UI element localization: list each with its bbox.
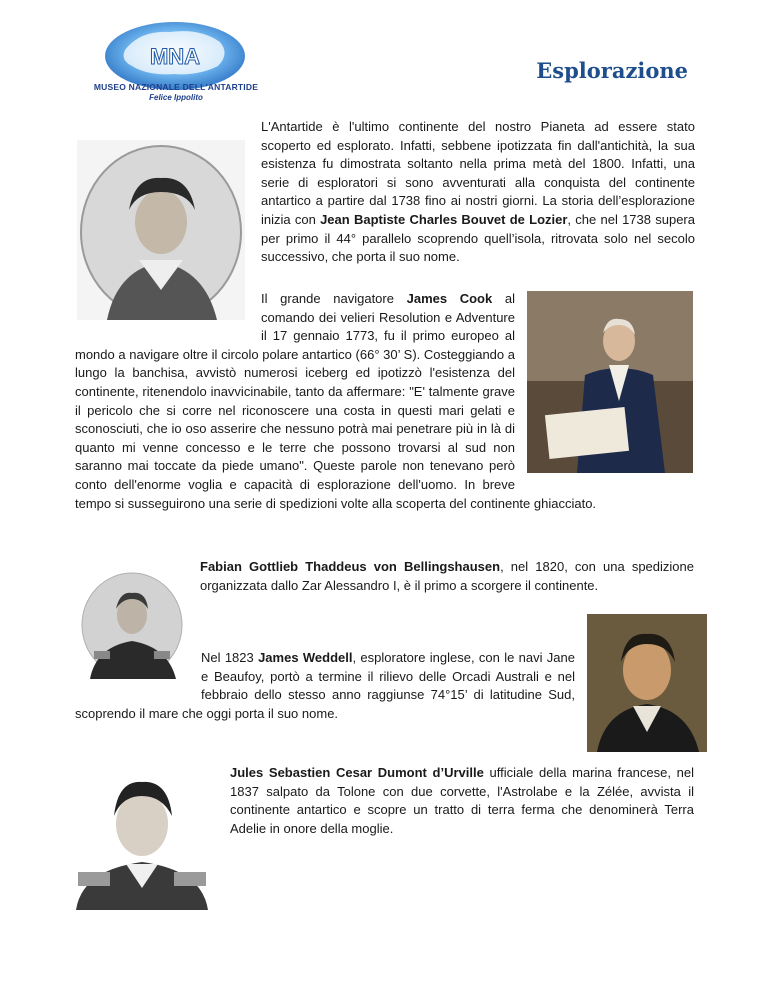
float-spacer <box>75 290 261 344</box>
name-bellingshausen: Fabian Gottlieb Thaddeus von Bellingshausen <box>200 559 501 574</box>
name-cook: James Cook <box>406 291 493 306</box>
portrait-dumont-durville <box>72 766 212 910</box>
float-spacer <box>515 290 695 490</box>
name-weddell: James Weddell <box>258 650 353 665</box>
museum-logo <box>70 20 280 104</box>
paragraph-weddell: Nel 1823 James Weddell, esploratore inglese, con le navi Jane e Beaufoy, portò a termine il rilievo delle Orcadi Australi e nel febbraio dello stesso anno raggiunse 74°15’ di latitudine Sud, scoprendo il mare che oggi porta il suo nome. <box>75 650 575 721</box>
float-spacer <box>75 137 261 303</box>
portrait-weddell <box>587 614 707 752</box>
paragraph-dumont-durville: Jules Sebastien Cesar Dumont d’Urville ufficiale della marina francese, nel 1837 salpato da Tolone con due corvette, l'Astrolabe e la Zélée, avvista il continente antartico e scopre un tratto di terra ferma che denominerà Terra Adelie in onore della moglie. <box>230 765 694 836</box>
paragraph-cook: Il grande navigatore James Cook al comando dei velieri Resolution e Adventure il 17 gennaio 1773, fu il primo europeo al mondo a navigare oltre il circolo polare antartico (66° 30’ S). Costeggiando a lungo la banchisa, avvistò numerosi iceberg ed ipotizzò l'esistenza del continente, ritenendolo inavvicinabile, tanto da affermare: "E' talmente grave il pericolo che si corre nel riconoscere una costa in questi mari gelati e sconosciuti, che io oso asserire che nessuno potrà mai penetrare più in là di quanto mi venne concesso e le terre che possono trovarsi al sud non saranno mai toccate da piede umano". Queste parole non tenevano però conto dell'enorme voglia e capacità di esplorazione dell'uomo. In breve tempo si susseguirono una serie di spedizioni volte alla scoperta del continente ghiacciato. <box>75 290 695 513</box>
page-title: Esplorazione <box>536 58 688 83</box>
float-spacer <box>75 649 201 704</box>
svg-text:MNA: MNA <box>149 44 201 69</box>
logo-caption: MUSEO NAZIONALE DELL'ANTARTIDE <box>93 82 259 92</box>
logo-subcaption: Felice Ippolito <box>149 93 203 102</box>
paragraph-bouvet: L'Antartide è l'ultimo continente del nostro Pianeta ad essere stato scoperto ed esplorato. Infatti, sebbene ipotizzata fin dall'antichità, la sua esistenza fu dimostrata soltanto nella prima metà del 1800. Infatti, una serie di esploratori si sono avventurati alla conquista del continente antartico a partire dal 1738 fino ai nostri giorni. La storia dell’esplorazione inizia con Jean Baptiste Charles Bouvet de Lozier, che nel 1738 supera per primo il 44° parallelo scoprendo quell’isola, ritrovata solo nel secolo successivo, che porta il suo nome. <box>75 118 695 303</box>
name-dumont-durville: Jules Sebastien Cesar Dumont d’Urville <box>230 765 484 780</box>
name-bouvet: Jean Baptiste Charles Bouvet de Lozier <box>320 211 568 227</box>
paragraph-bellingshausen: Fabian Gottlieb Thaddeus von Bellingshausen, nel 1820, con una spedizione organizzata dallo Zar Alessandro I, è il primo a scorgere il continente. <box>200 559 694 593</box>
